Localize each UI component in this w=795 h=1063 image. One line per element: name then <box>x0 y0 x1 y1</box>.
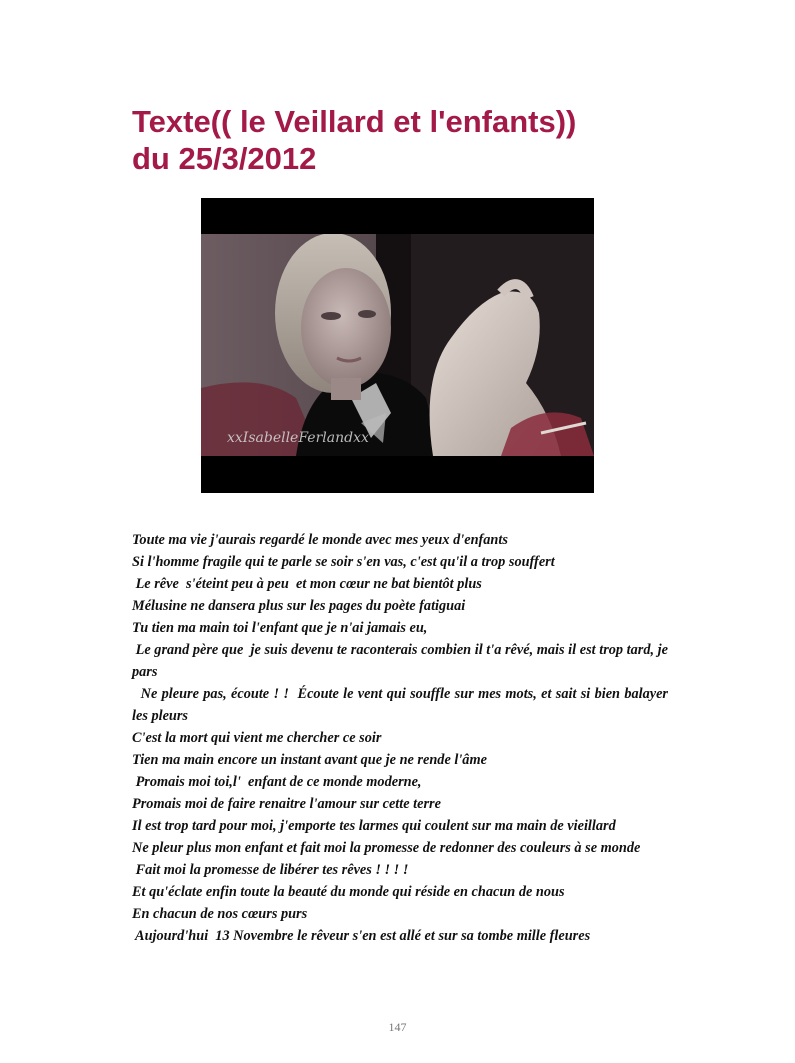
poem-line: Le grand père que je suis devenu te raconterais combien il t'a rêvé, mais il est trop tard, je pars <box>132 642 672 680</box>
page-title <box>132 103 732 177</box>
photo-girl-with-puppet <box>201 198 594 493</box>
poem-line: Mélusine ne dansera plus sur les pages du poète fatiguai <box>132 598 466 614</box>
poem-line: Promais moi de faire renaitre l'amour sur cette terre <box>132 796 441 812</box>
poem-line: Tu tien ma main toi l'enfant que je n'ai jamais eu, <box>132 620 428 636</box>
poem-text <box>132 529 672 947</box>
title-line-1: Texte(( le Veillard et l'enfants)) <box>132 104 577 139</box>
poem-line: Ne pleure pas, écoute ! ! Écoute le vent qui souffle sur mes mots, et sait si bien balayer les pleurs <box>132 686 672 724</box>
photo-illustration <box>201 198 594 493</box>
poem-line: Promais moi toi,l' enfant de ce monde moderne, <box>132 774 422 790</box>
page-number: 147 <box>388 1020 407 1034</box>
poem-line: Ne pleur plus mon enfant et fait moi la promesse de redonner des couleurs à se monde <box>132 840 641 856</box>
poem-line: Aujourd'hui 13 Novembre le rêveur s'en est allé et sur sa tombe mille fleures <box>132 928 591 944</box>
poem-line: Fait moi la promesse de libérer tes rêves ! ! ! ! <box>132 862 409 878</box>
poem-line: En chacun de nos cœurs purs <box>132 906 308 922</box>
poem-line: Toute ma vie j'aurais regardé le monde avec mes yeux d'enfants <box>132 532 508 548</box>
poem-line: Et qu'éclate enfin toute la beauté du monde qui réside en chacun de nous <box>132 884 565 900</box>
poem-line: Il est trop tard pour moi, j'emporte tes larmes qui coulent sur ma main de vieillard <box>132 818 616 834</box>
photo-watermark: xxIsabelleFerlandxx <box>227 430 369 446</box>
title-line-2: du 25/3/2012 <box>132 141 317 176</box>
poem-line: Le rêve s'éteint peu à peu et mon cœur ne bat bientôt plus <box>132 576 482 592</box>
poem-line: C'est la mort qui vient me chercher ce soir <box>132 730 382 746</box>
poem-line: Tien ma main encore un instant avant que je ne rende l'âme <box>132 752 487 768</box>
poem-line: Si l'homme fragile qui te parle se soir s'en vas, c'est qu'il a trop souffert <box>132 554 555 570</box>
